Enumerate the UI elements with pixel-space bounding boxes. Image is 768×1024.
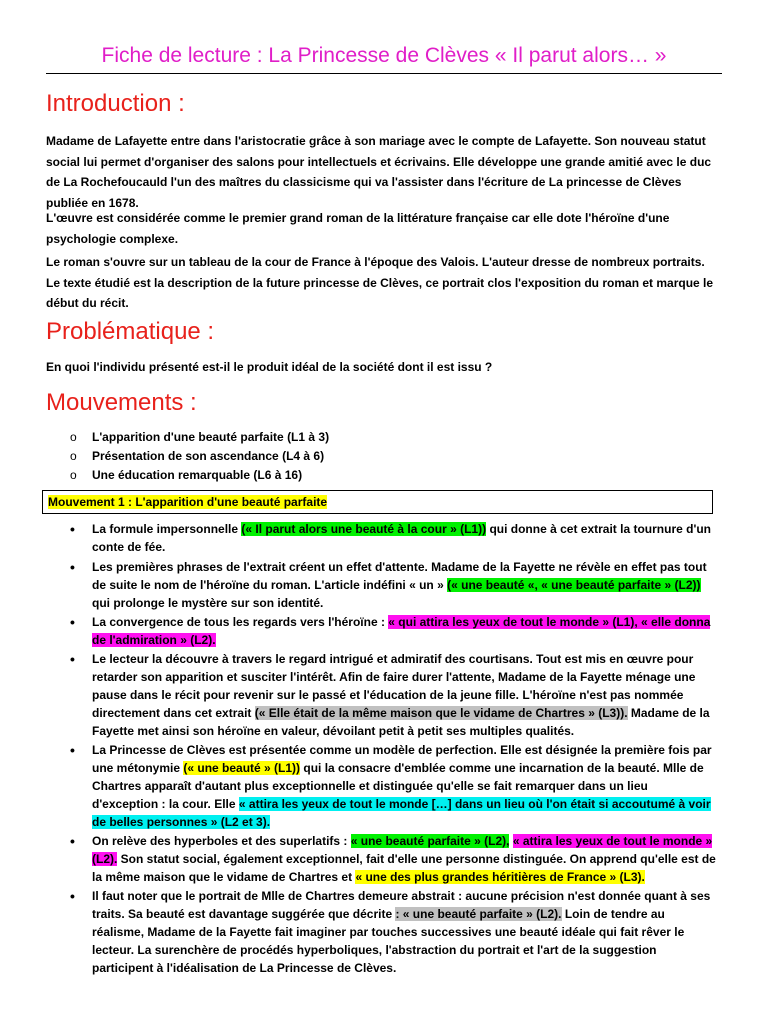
highlight-quote: (« Elle était de la même maison que le vidame de Chartres » (L3)). bbox=[254, 706, 628, 720]
text-segment: qui la consacre d'emblée comme une incarnation de la beauté. Mlle de Chartres apparaît d'autant plus exceptionnelle et distinguée qu'elle se fait remarquer dans un lieu d'exception : la cour. Elle bbox=[92, 761, 704, 811]
heading-introduction: Introduction : bbox=[46, 90, 185, 117]
mouvement-1-box bbox=[42, 490, 713, 514]
bullet-item bbox=[70, 650, 716, 740]
heading-mouvements: Mouvements : bbox=[46, 389, 197, 416]
list-item: o L'apparition d'une beauté parfaite (L1 à 3) bbox=[70, 428, 329, 447]
highlight-quote: « attira les yeux de tout le monde » (L2). bbox=[92, 834, 713, 866]
text-segment: On relève des hyperboles et des superlatifs : bbox=[92, 834, 351, 848]
text-segment: Loin de tendre au réalisme, Madame de la Fayette fait imaginer par touches successives une beauté idéale qui fait rêver le lecteur. La surenchère de procédés hyperboliques, l'abstraction du portrait et l'art de la suggestion participent à l'idéalisation de La Princesse de Clèves. bbox=[92, 907, 685, 975]
problematique-question: En quoi l'individu présenté est-il le produit idéal de la société dont il est issu ? bbox=[46, 360, 493, 374]
analysis-bullets bbox=[70, 520, 716, 977]
bullet-item bbox=[70, 613, 716, 649]
text-segment: La formule impersonnelle bbox=[92, 522, 242, 536]
bullet-item bbox=[70, 832, 716, 886]
text-segment: Les premières phrases de l'extrait créent un effet d'attente. Madame de la Fayette ne révèle en effet pas tout de suite le nom de l'héroïne du roman. L'article indéfini « un » bbox=[92, 560, 707, 592]
intro-paragraph-1: Madame de Lafayette entre dans l'aristocratie grâce à son mariage avec le compte de Lafayette. Son nouveau statut social lui permet d'organiser des salons pour intellectuels et écrivains. Elle développe une grande amitié avec le duc de La Rochefoucauld l'un des maîtres du classicisme qui va l'assister dans l'écriture de La princesse de Clèves publiée en 1678. bbox=[46, 134, 712, 210]
intro-paragraph-3: Le roman s'ouvre sur un tableau de la cour de France à l'époque des Valois. L'auteur dresse de nombreux portraits. Le texte étudié est la description de la future princesse de Clèves, ce portrait clos l'exposition du roman et marque le début du récit. bbox=[46, 255, 714, 310]
bullet-item bbox=[70, 558, 716, 612]
title-underline bbox=[46, 73, 722, 74]
list-item: o Présentation de son ascendance (L4 à 6) bbox=[70, 447, 329, 466]
text-segment: qui prolonge le mystère sur son identité. bbox=[92, 596, 324, 610]
highlight-quote: « attira les yeux de tout le monde […] dans un lieu où l'on était si accoutumé à voir de belles personnes » (L2 et 3). bbox=[92, 797, 711, 829]
bullet-item bbox=[70, 520, 716, 556]
text-segment: La Princesse de Clèves est présentée comme un modèle de perfection. Elle est désignée la première fois par une métonymie bbox=[92, 743, 712, 775]
intro-paragraph-2: L'œuvre est considérée comme le premier grand roman de la littérature française car elle dote l'héroïne d'une psychologie complexe. bbox=[46, 211, 670, 246]
text-segment: Son statut social, également exceptionnel, fait d'elle une personne distinguée. On apprend qu'elle est de la même maison que le vidame de Chartres et bbox=[92, 852, 716, 884]
highlight-quote: (« une beauté » (L1)) bbox=[183, 761, 301, 775]
mouvements-list bbox=[70, 428, 329, 485]
list-item: o Une éducation remarquable (L6 à 16) bbox=[70, 466, 329, 485]
text-segment: La convergence de tous les regards vers l'héroïne : bbox=[92, 615, 389, 629]
highlight-quote: « une beauté parfaite » (L2), bbox=[350, 834, 510, 848]
text-segment: Le lecteur la découvre à travers le regard intrigué et admiratif des courtisans. Tout est mis en œuvre pour retarder son apparition et susciter l'intérêt. Afin de faire durer l'attente, Madame de la Fayette ménage une pause dans le récit pour revenir sur le passé et l'éducation de la jeune fille. L'héroïne n'est pas nommée directement dans cet extrait bbox=[92, 652, 696, 720]
bullet-item bbox=[70, 887, 716, 977]
bullet-item bbox=[70, 741, 716, 831]
highlight-quote: « une des plus grandes héritières de France » (L3). bbox=[355, 870, 645, 884]
highlight-quote: « qui attira les yeux de tout le monde » (L1), « elle donna de l'admiration » (L2). bbox=[92, 615, 711, 647]
text-segment: qui donne à cet extrait la tournure d'un conte de fée. bbox=[92, 522, 711, 554]
text-segment: Madame de la Fayette met ainsi son héroïne en valeur, dévoilant petit à petit ses multiples qualités. bbox=[92, 706, 710, 738]
document-title: Fiche de lecture : La Princesse de Clèves « Il parut alors… » bbox=[101, 44, 667, 67]
text-segment: Il faut noter que le portrait de Mlle de Chartres demeure abstrait : aucune précision n'est donnée quant à ses traits. Sa beauté est davantage suggérée que décrite bbox=[92, 889, 711, 921]
mouvement-1-label: Mouvement 1 : L'apparition d'une beauté parfaite bbox=[48, 495, 328, 509]
highlight-quote: (« une beauté «, « une beauté parfaite » (L2)) bbox=[447, 578, 701, 592]
heading-problematique: Problématique : bbox=[46, 318, 215, 345]
highlight-quote: (« Il parut alors une beauté à la cour » (L1)) bbox=[241, 522, 487, 536]
highlight-quote: : « une beauté parfaite » (L2). bbox=[395, 907, 562, 921]
